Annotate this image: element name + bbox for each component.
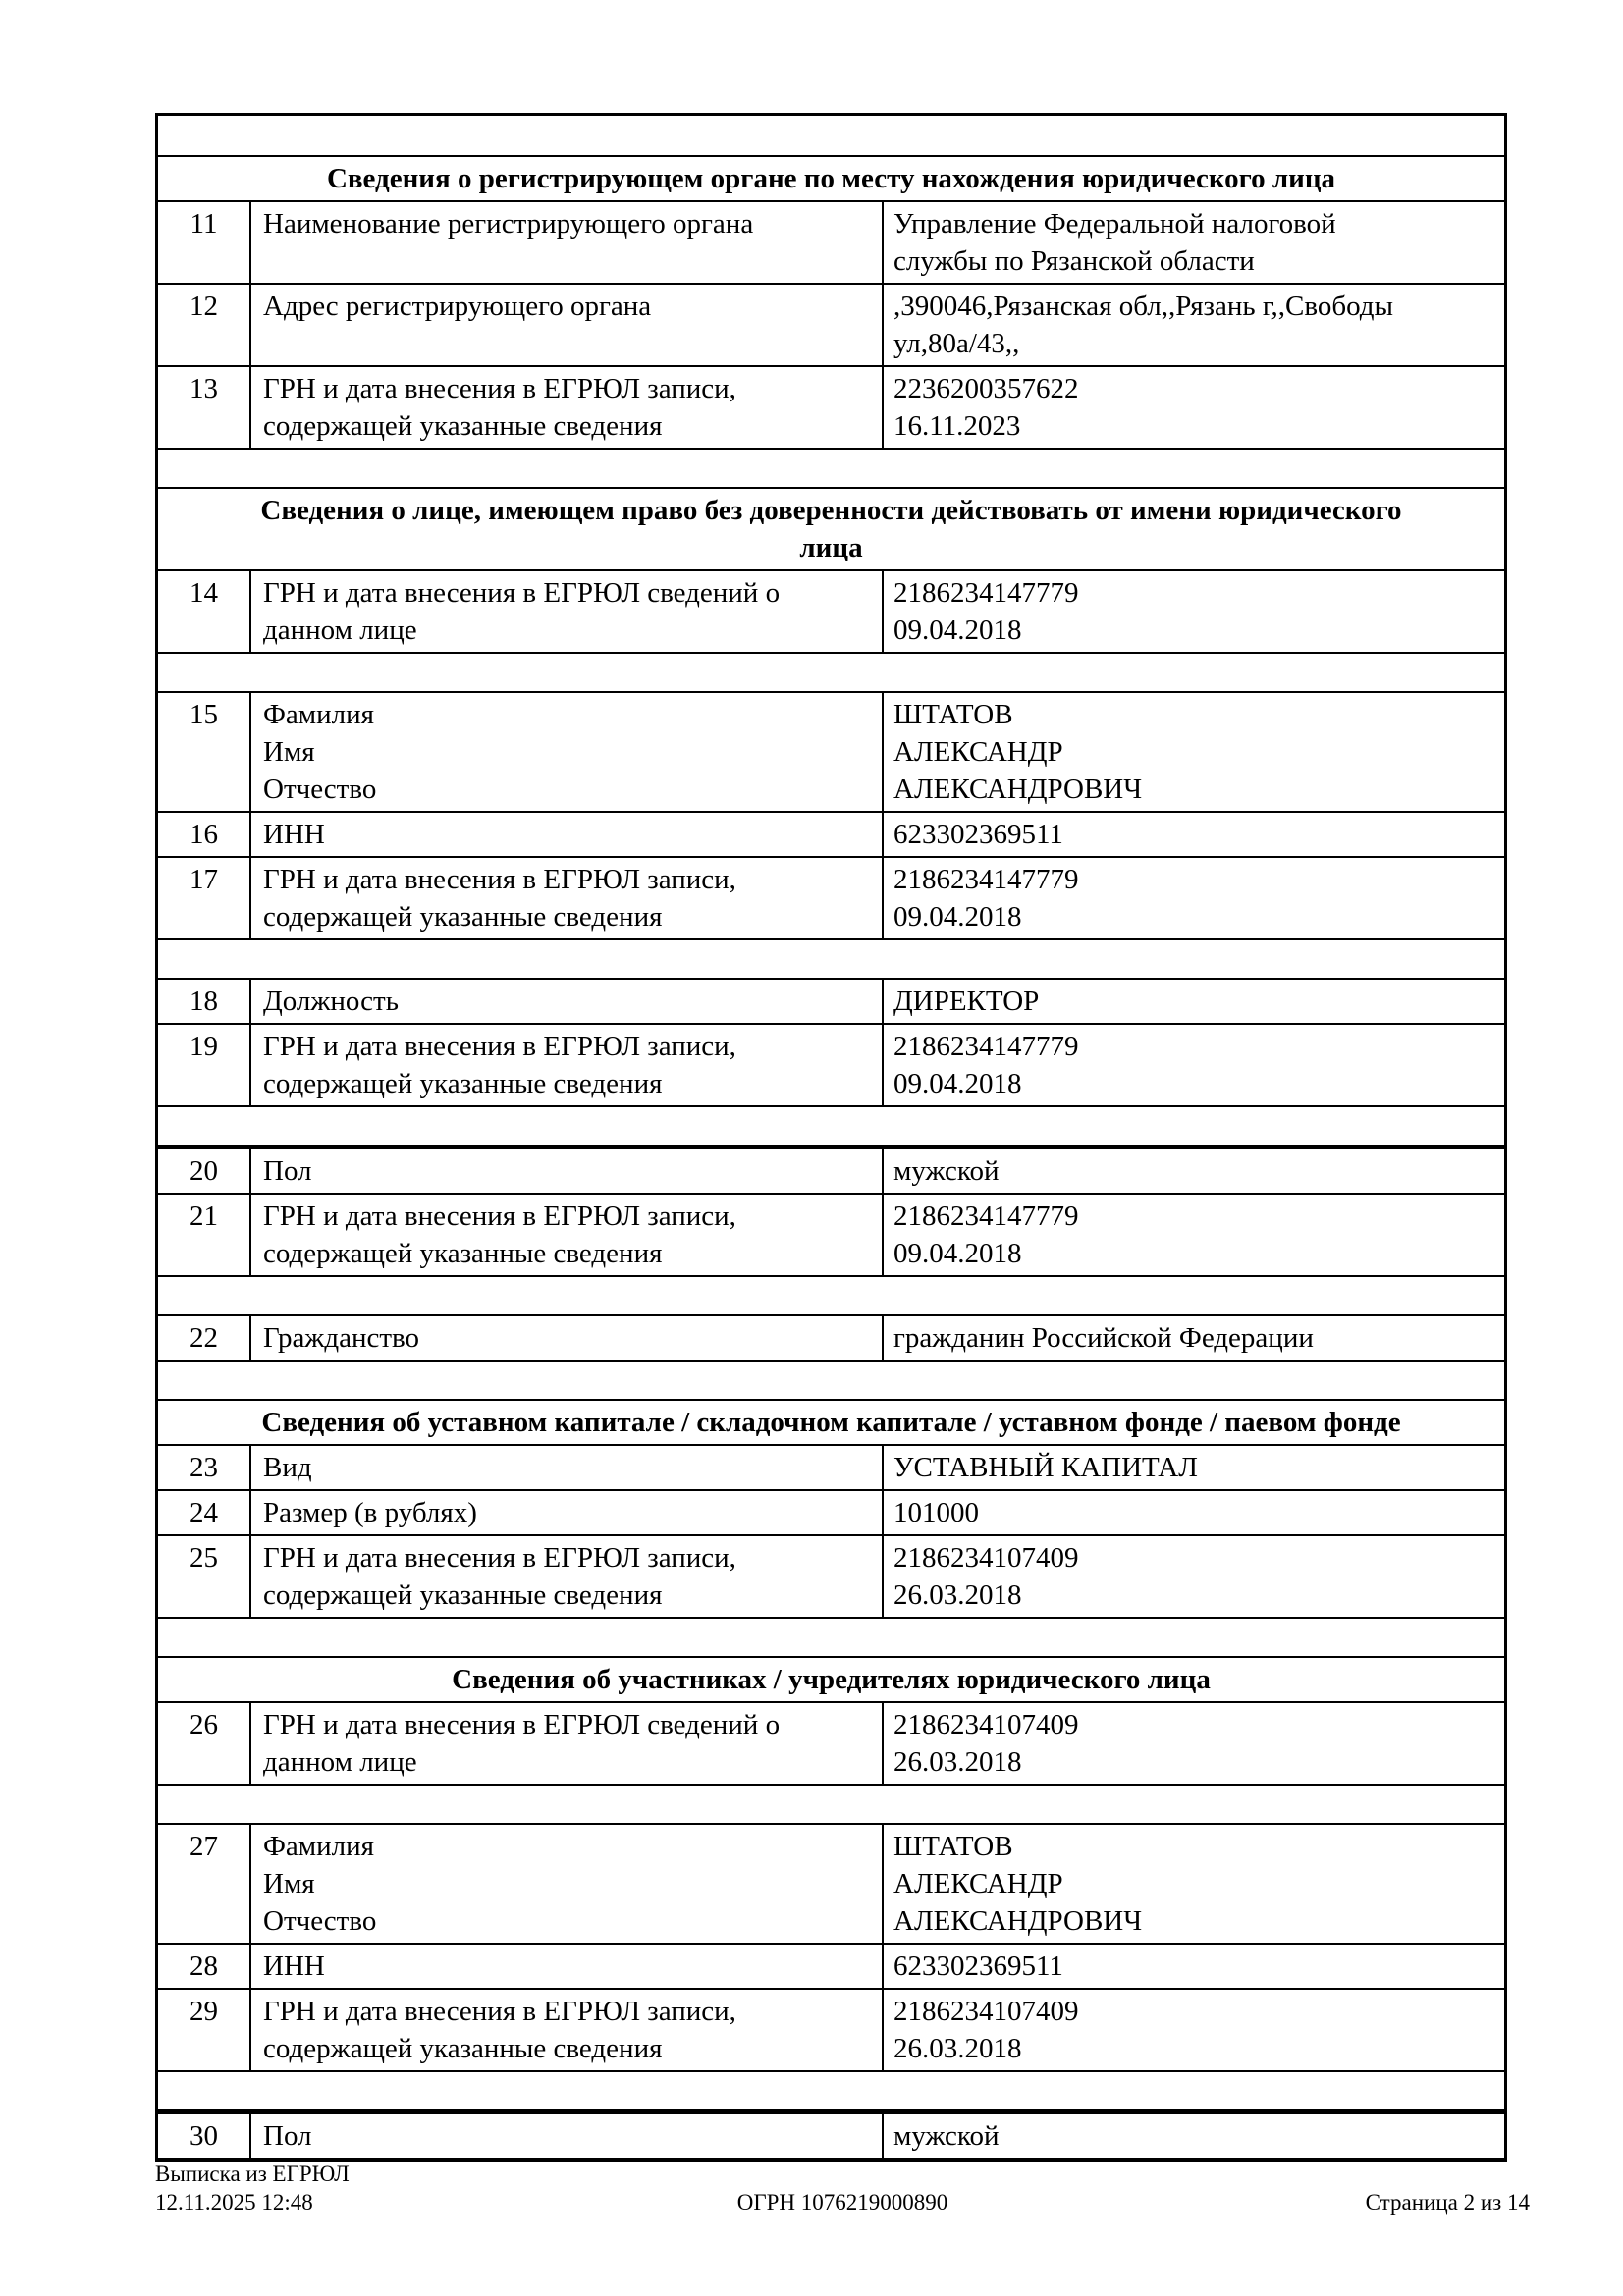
row-value-line: Управление Федеральной налоговой bbox=[893, 208, 1336, 240]
row-number: 15 bbox=[158, 693, 251, 811]
table-row-11 bbox=[158, 200, 1504, 283]
row-label bbox=[251, 1446, 884, 1489]
row-label bbox=[251, 285, 884, 365]
row-value bbox=[884, 693, 1504, 811]
row-label-line: данном лице bbox=[263, 614, 417, 646]
table-row-28 bbox=[158, 1943, 1504, 1988]
row-value-line: 09.04.2018 bbox=[893, 1068, 1022, 1099]
table-row-29 bbox=[158, 1988, 1504, 2070]
row-label bbox=[251, 980, 884, 1023]
row-value-line: 09.04.2018 bbox=[893, 901, 1022, 933]
row-label bbox=[251, 1025, 884, 1105]
row-label bbox=[251, 693, 884, 811]
table-row-14 bbox=[158, 569, 1504, 652]
row-label-line: ГРН и дата внесения в ЕГРЮЛ записи, bbox=[263, 1031, 736, 1062]
empty-row bbox=[158, 116, 1504, 155]
section-title-line: лица bbox=[799, 532, 863, 563]
row-number: 18 bbox=[158, 980, 251, 1023]
row-value-line: 26.03.2018 bbox=[893, 1746, 1022, 1778]
row-label-line: ГРН и дата внесения в ЕГРЮЛ записи, bbox=[263, 1201, 736, 1232]
table-row-30 bbox=[158, 2109, 1504, 2158]
row-label bbox=[251, 1703, 884, 1784]
row-number: 21 bbox=[158, 1195, 251, 1275]
row-value bbox=[884, 2114, 1504, 2158]
row-value bbox=[884, 1316, 1504, 1360]
row-value-line: гражданин Российской Федерации bbox=[893, 1322, 1314, 1354]
footer-doc-type: Выписка из ЕГРЮЛ bbox=[155, 2162, 350, 2186]
row-number: 16 bbox=[158, 813, 251, 856]
row-label-line: Гражданство bbox=[263, 1322, 420, 1354]
row-label bbox=[251, 367, 884, 448]
row-value bbox=[884, 1825, 1504, 1943]
row-number: 29 bbox=[158, 1990, 251, 2070]
row-value bbox=[884, 1990, 1504, 2070]
row-label-line: Фамилия bbox=[263, 699, 374, 730]
row-value bbox=[884, 1491, 1504, 1534]
section-title-line: Сведения о лице, имеющем право без доверенности действовать от имени юридического bbox=[260, 495, 1402, 526]
empty-row bbox=[158, 2070, 1504, 2109]
row-value bbox=[884, 367, 1504, 448]
row-number: 23 bbox=[158, 1446, 251, 1489]
table-row-17 bbox=[158, 856, 1504, 938]
row-value-line: ДИРЕКТОР bbox=[893, 986, 1040, 1017]
row-number: 19 bbox=[158, 1025, 251, 1105]
row-number: 20 bbox=[158, 1149, 251, 1193]
row-label-line: содержащей указанные сведения bbox=[263, 901, 663, 933]
row-value-line: ШТАТОВ bbox=[893, 699, 1013, 730]
row-label-line: ИНН bbox=[263, 819, 325, 850]
row-number: 22 bbox=[158, 1316, 251, 1360]
footer-datetime: 12.11.2025 12:48 bbox=[155, 2190, 313, 2215]
row-label bbox=[251, 858, 884, 938]
row-value bbox=[884, 1446, 1504, 1489]
row-value-line: 101000 bbox=[893, 1497, 979, 1528]
row-value bbox=[884, 202, 1504, 283]
table-row-21 bbox=[158, 1193, 1504, 1275]
row-label-line: ГРН и дата внесения в ЕГРЮЛ сведений о bbox=[263, 1709, 781, 1740]
row-value-line: мужской bbox=[893, 2120, 1000, 2152]
row-number: 13 bbox=[158, 367, 251, 448]
row-value-line: 2186234147779 bbox=[893, 1031, 1079, 1062]
row-value-line: АЛЕКСАНДР bbox=[893, 736, 1063, 768]
section-header-row bbox=[158, 1399, 1504, 1444]
row-label-line: Размер (в рублях) bbox=[263, 1497, 477, 1528]
section-header-row bbox=[158, 487, 1504, 569]
row-value-line: 2186234147779 bbox=[893, 864, 1079, 895]
row-label-line: Фамилия bbox=[263, 1831, 374, 1862]
row-value-line: УСТАВНЫЙ КАПИТАЛ bbox=[893, 1452, 1198, 1483]
table-row-16 bbox=[158, 811, 1504, 856]
row-value-line: ,390046,Рязанская обл,,Рязань г,,Свободы bbox=[893, 291, 1394, 322]
empty-row bbox=[158, 448, 1504, 487]
empty-row bbox=[158, 1360, 1504, 1399]
table-row-24 bbox=[158, 1489, 1504, 1534]
egrul-extract-table bbox=[155, 113, 1507, 2162]
row-label-line: содержащей указанные сведения bbox=[263, 1068, 663, 1099]
row-label bbox=[251, 1195, 884, 1275]
row-value-line: АЛЕКСАНДР bbox=[893, 1868, 1063, 1899]
row-number: 30 bbox=[158, 2114, 251, 2158]
row-value bbox=[884, 1149, 1504, 1193]
row-label bbox=[251, 2114, 884, 2158]
footer-ogrn: ОГРН 1076219000890 bbox=[736, 2190, 948, 2215]
row-label-line: Отчество bbox=[263, 1905, 377, 1937]
empty-row bbox=[158, 1617, 1504, 1656]
empty-row bbox=[158, 1105, 1504, 1145]
empty-row bbox=[158, 652, 1504, 691]
row-label-line: содержащей указанные сведения bbox=[263, 410, 663, 442]
table-row-13 bbox=[158, 365, 1504, 448]
row-value-line: 2186234107409 bbox=[893, 1542, 1079, 1574]
row-value-line: 26.03.2018 bbox=[893, 2033, 1022, 2064]
row-value bbox=[884, 1195, 1504, 1275]
row-value bbox=[884, 1945, 1504, 1988]
row-label-line: Должность bbox=[263, 986, 399, 1017]
row-value-line: АЛЕКСАНДРОВИЧ bbox=[893, 1905, 1143, 1937]
row-label bbox=[251, 813, 884, 856]
row-value bbox=[884, 813, 1504, 856]
table-row-12 bbox=[158, 283, 1504, 365]
row-number: 17 bbox=[158, 858, 251, 938]
row-label-line: ГРН и дата внесения в ЕГРЮЛ записи, bbox=[263, 864, 736, 895]
row-value-line: мужской bbox=[893, 1155, 1000, 1187]
row-label-line: ГРН и дата внесения в ЕГРЮЛ записи, bbox=[263, 1996, 736, 2027]
table-row-15 bbox=[158, 691, 1504, 811]
row-label-line: Наименование регистрирующего органа bbox=[263, 208, 754, 240]
empty-row bbox=[158, 1784, 1504, 1823]
empty-row bbox=[158, 1275, 1504, 1314]
row-label-line: Пол bbox=[263, 1155, 312, 1187]
row-value-line: АЛЕКСАНДРОВИЧ bbox=[893, 774, 1143, 805]
row-label-line: Имя bbox=[263, 1868, 315, 1899]
row-value bbox=[884, 1025, 1504, 1105]
row-value-line: 623302369511 bbox=[893, 1950, 1063, 1982]
row-label bbox=[251, 1491, 884, 1534]
row-label-line: Имя bbox=[263, 736, 315, 768]
row-label bbox=[251, 1825, 884, 1943]
row-label bbox=[251, 1990, 884, 2070]
table-row-18 bbox=[158, 978, 1504, 1023]
section-header-row bbox=[158, 1656, 1504, 1701]
table-row-27 bbox=[158, 1823, 1504, 1943]
row-label bbox=[251, 1149, 884, 1193]
row-value bbox=[884, 1536, 1504, 1617]
section-header-row bbox=[158, 155, 1504, 200]
table-row-26 bbox=[158, 1701, 1504, 1784]
row-number: 11 bbox=[158, 202, 251, 283]
table-row-19 bbox=[158, 1023, 1504, 1105]
row-value bbox=[884, 1703, 1504, 1784]
row-number: 12 bbox=[158, 285, 251, 365]
row-label-line: Адрес регистрирующего органа bbox=[263, 291, 652, 322]
row-label bbox=[251, 1945, 884, 1988]
row-value-line: 2186234147779 bbox=[893, 577, 1079, 609]
row-value bbox=[884, 571, 1504, 652]
row-label-line: Пол bbox=[263, 2120, 312, 2152]
row-label bbox=[251, 1536, 884, 1617]
row-value bbox=[884, 980, 1504, 1023]
row-number: 26 bbox=[158, 1703, 251, 1784]
row-value bbox=[884, 285, 1504, 365]
section-title-line: Сведения об участниках / учредителях юридического лица bbox=[452, 1664, 1211, 1695]
row-label bbox=[251, 571, 884, 652]
row-label bbox=[251, 1316, 884, 1360]
section-title-line: Сведения об уставном капитале / складочном капитале / уставном фонде / паевом фонде bbox=[261, 1407, 1401, 1438]
row-number: 24 bbox=[158, 1491, 251, 1534]
row-value-line: 16.11.2023 bbox=[893, 410, 1021, 442]
row-label-line: ГРН и дата внесения в ЕГРЮЛ записи, bbox=[263, 373, 736, 404]
row-label bbox=[251, 202, 884, 283]
row-label-line: ИНН bbox=[263, 1950, 325, 1982]
row-value-line: 2236200357622 bbox=[893, 373, 1079, 404]
row-value-line: службы по Рязанской области bbox=[893, 245, 1255, 277]
row-label-line: содержащей указанные сведения bbox=[263, 1579, 663, 1611]
row-label-line: Вид bbox=[263, 1452, 312, 1483]
table-row-25 bbox=[158, 1534, 1504, 1617]
row-value-line: 26.03.2018 bbox=[893, 1579, 1022, 1611]
row-number: 28 bbox=[158, 1945, 251, 1988]
row-label-line: ГРН и дата внесения в ЕГРЮЛ сведений о bbox=[263, 577, 781, 609]
row-value-line: 2186234107409 bbox=[893, 1996, 1079, 2027]
row-number: 25 bbox=[158, 1536, 251, 1617]
row-value-line: 2186234107409 bbox=[893, 1709, 1079, 1740]
section-title-line: Сведения о регистрирующем органе по месту нахождения юридического лица bbox=[326, 163, 1336, 194]
row-value-line: ШТАТОВ bbox=[893, 1831, 1013, 1862]
row-value-line: 09.04.2018 bbox=[893, 614, 1022, 646]
table-row-23 bbox=[158, 1444, 1504, 1489]
row-value-line: ул,80а/43,, bbox=[893, 328, 1020, 359]
row-value-line: 2186234147779 bbox=[893, 1201, 1079, 1232]
row-label-line: ГРН и дата внесения в ЕГРЮЛ записи, bbox=[263, 1542, 736, 1574]
table-row-22 bbox=[158, 1314, 1504, 1360]
row-value bbox=[884, 858, 1504, 938]
row-label-line: данном лице bbox=[263, 1746, 417, 1778]
footer-page-number: Страница 2 из 14 bbox=[1365, 2190, 1530, 2215]
row-number: 14 bbox=[158, 571, 251, 652]
row-label-line: содержащей указанные сведения bbox=[263, 2033, 663, 2064]
row-value-line: 623302369511 bbox=[893, 819, 1063, 850]
row-label-line: Отчество bbox=[263, 774, 377, 805]
row-label-line: содержащей указанные сведения bbox=[263, 1238, 663, 1269]
empty-row bbox=[158, 938, 1504, 978]
row-number: 27 bbox=[158, 1825, 251, 1943]
table-row-20 bbox=[158, 1145, 1504, 1193]
row-value-line: 09.04.2018 bbox=[893, 1238, 1022, 1269]
